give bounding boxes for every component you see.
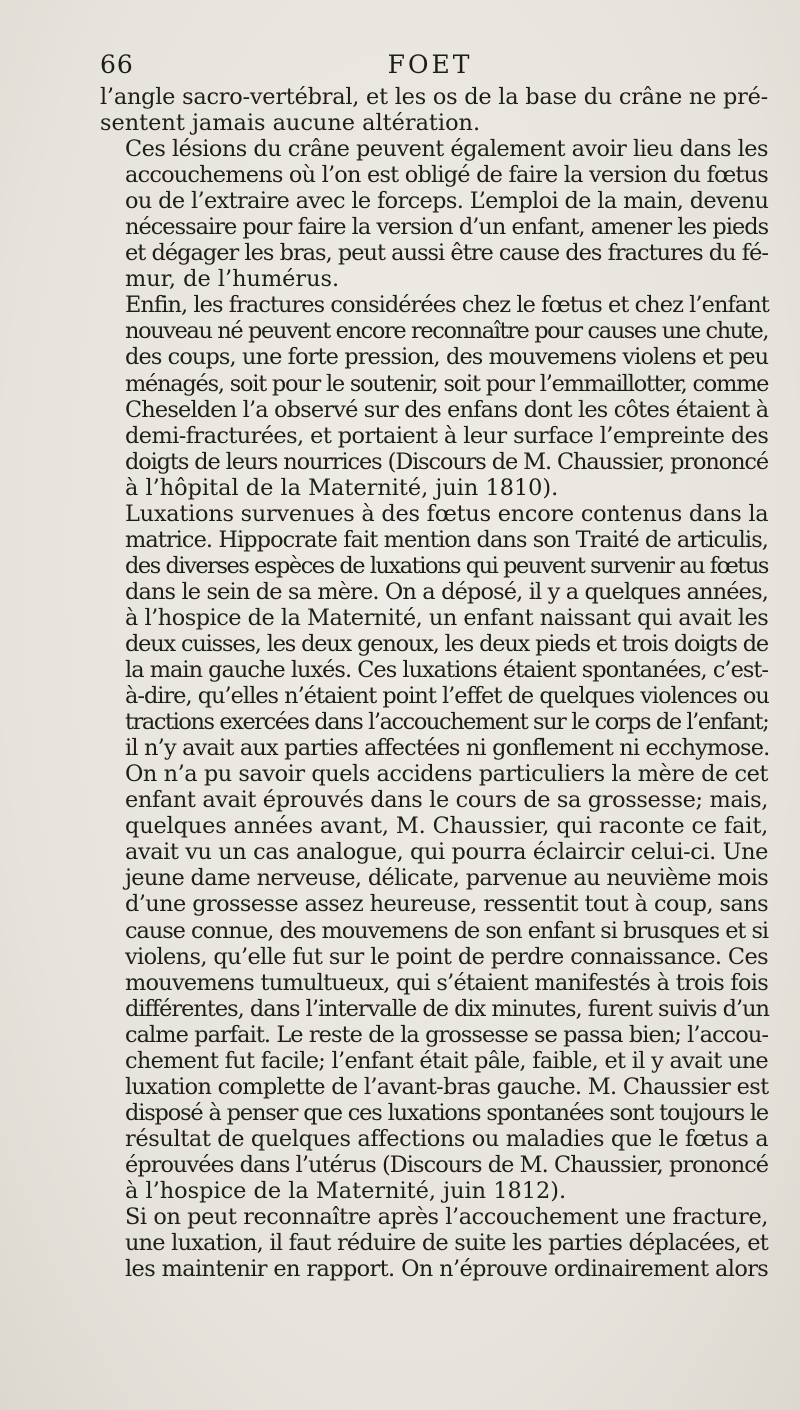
- text-line: d’une grossesse assez heureuse, ressentit tout à coup, sans: [125, 891, 768, 918]
- text-line: accouchemens où l’on est obligé de faire la version du fœtus: [125, 162, 768, 189]
- text-line: matrice. Hippocrate fait mention dans son Traité de articulis,: [125, 526, 768, 553]
- text-line: demi-fracturées, et portaient à leur surface l’empreinte des: [125, 422, 769, 449]
- paragraph: [100, 136, 768, 292]
- page-number: 66: [100, 50, 134, 79]
- text-line: Enfin, les fractures considérées chez le fœtus et chez l’enfant: [125, 292, 769, 319]
- text-line: violens, qu’elle fut sur le point de perdre connaissance. Ces: [125, 943, 768, 970]
- paragraph: [100, 84, 768, 136]
- text-line: luxation complette de l’avant-bras gauche. M. Chaussier est: [125, 1073, 769, 1100]
- text-line: les maintenir en rapport. On n’éprouve ordinairement alors: [125, 1256, 769, 1283]
- text-line: éprouvées dans l’utérus (Discours de M. Chaussier, prononcé: [125, 1151, 769, 1178]
- text-line: jeune dame nerveuse, délicate, parvenue au neuvième mois: [125, 865, 769, 892]
- page-header: [100, 50, 760, 84]
- text-line: nouveau né peuvent encore reconnaître pour causes une chute,: [125, 318, 769, 345]
- text-line: il n’y avait aux parties affectées ni gonflement ni ecchymose.: [125, 735, 770, 762]
- text-line: cause connue, des mouvemens de son enfant si brusques et si: [125, 917, 769, 944]
- text-line: doigts de leurs nourrices (Discours de M. Chaussier, prononcé: [125, 448, 768, 475]
- paragraph: [100, 1204, 768, 1282]
- paragraph: [100, 501, 768, 1204]
- text-line: Cheselden l’a observé sur des enfans dont les côtes étaient à: [125, 396, 769, 423]
- text-line: mouvemens tumultueux, qui s’étaient manifestés à trois fois: [125, 969, 768, 996]
- text-line: dans le sein de sa mère. On a déposé, il y a quelques années,: [125, 578, 768, 605]
- text-line: chement fut facile; l’enfant était pâle, faible, et il y avait une: [125, 1047, 768, 1074]
- text-line: résultat de quelques affections ou maladies que le fœtus a: [125, 1125, 769, 1152]
- text-line: Luxations survenues à des fœtus encore contenus dans la: [125, 500, 769, 527]
- text-line: à l’hospice de la Maternité, juin 1812).: [125, 1177, 567, 1204]
- text-line: différentes, dans l’intervalle de dix minutes, furent suivis d’un: [125, 995, 769, 1022]
- text-line: enfant avait éprouvés dans le cours de sa grossesse; mais,: [125, 787, 768, 814]
- text-line: ménagés, soit pour le soutenir, soit pour l’emmaillotter, comme: [125, 370, 769, 397]
- text-line: des diverses espèces de luxations qui peuvent survenir au fœtus: [125, 552, 768, 579]
- text-line: la main gauche luxés. Ces luxations étaient spontanées, c’est-: [125, 657, 768, 684]
- text-line: deux cuisses, les deux genoux, les deux pieds et trois doigts de: [125, 630, 768, 657]
- text-line: et dégager les bras, peut aussi être cause des fractures du fé-: [125, 240, 768, 267]
- text-line: Si on peut reconnaître après l’accouchement une fracture,: [125, 1204, 768, 1231]
- text-line: des coups, une forte pression, des mouvemens violens et peu: [125, 344, 769, 371]
- text-line: avait vu un cas analogue, qui pourra éclaircir celui-ci. Une: [125, 839, 768, 866]
- text-line: quelques années avant, M. Chaussier, qui raconte ce fait,: [125, 813, 769, 840]
- text-line: Ces lésions du crâne peuvent également avoir lieu dans les: [125, 136, 768, 163]
- text-line: l’angle sacro-vertébral, et les os de la base du crâne ne pré-: [100, 84, 768, 110]
- text-line: sentent jamais aucune altération.: [100, 110, 481, 137]
- text-line: ou de l’extraire avec le forceps. L’emploi de la main, devenu: [125, 188, 769, 215]
- text-line: une luxation, il faut réduire de suite les parties déplacées, et: [125, 1230, 768, 1257]
- text-line: à-dire, qu’elles n’étaient point l’effet de quelques violences ou: [125, 683, 769, 710]
- text-line: nécessaire pour faire la version d’un enfant, amener les pieds: [125, 214, 769, 241]
- text-line: à l’hôpital de la Maternité, juin 1810).: [125, 474, 559, 501]
- text-line: mur, de l’humérus.: [125, 266, 340, 293]
- paragraph: [100, 292, 768, 500]
- text-line: On n’a pu savoir quels accidens particuliers la mère de cet: [125, 761, 768, 788]
- text-line: calme parfait. Le reste de la grossesse se passa bien; l’accou-: [125, 1021, 768, 1048]
- running-title: FOET: [387, 50, 473, 79]
- text-line: à l’hospice de la Maternité, un enfant naissant qui avait les: [125, 604, 769, 631]
- text-line: disposé à penser que ces luxations spontanées sont toujours le: [125, 1099, 769, 1126]
- text-line: tractions exercées dans l’accouchement sur le corps de l’enfant;: [125, 709, 769, 736]
- body-text: [100, 84, 768, 1282]
